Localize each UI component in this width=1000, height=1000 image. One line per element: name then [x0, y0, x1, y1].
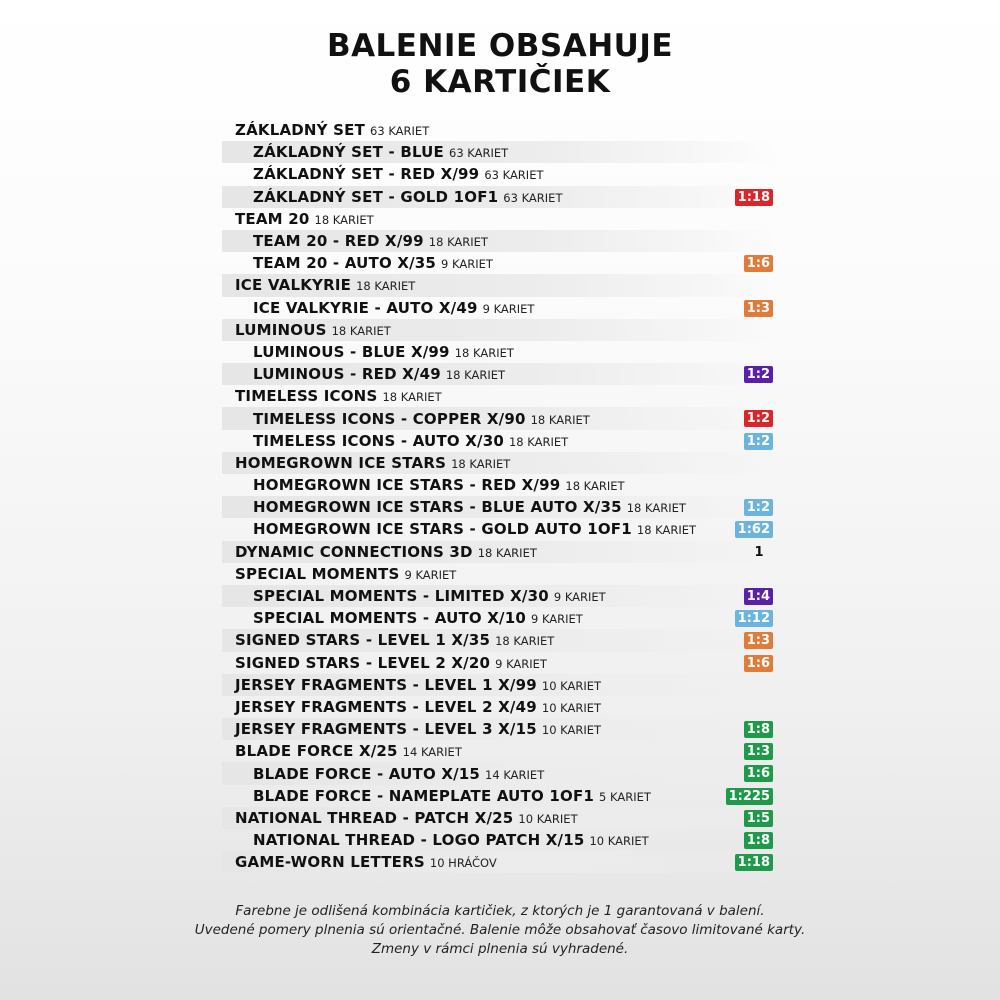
ratio-badge: 1:2: [744, 433, 773, 450]
list-item: [222, 652, 778, 674]
item-name: TIMELESS ICONS: [235, 387, 378, 406]
ratio-badge: 1:6: [744, 765, 773, 782]
item-count: 63 KARIET: [449, 146, 509, 161]
ratio-badge: 1:8: [744, 721, 773, 738]
item-count: 18 KARIET: [331, 323, 391, 338]
ratio-badge: 1:6: [744, 255, 773, 272]
list-item: [222, 829, 778, 851]
list-item: [222, 807, 778, 829]
item-count: 18 KARIET: [530, 412, 590, 427]
footnote-line-2: Uvedené pomery plnenia sú orientačné. Balenie môže obsahovať časovo limitované karty.: [194, 922, 806, 938]
item-count: 10 HRÁČOV: [429, 856, 497, 871]
item-count: 9 KARIET: [495, 656, 547, 671]
list-item: [222, 785, 778, 807]
title-line-2: 6 KARTIČIEK: [389, 64, 611, 100]
item-name: TEAM 20 - AUTO X/35: [253, 254, 437, 273]
list-item: [222, 186, 778, 208]
list-item: [222, 141, 778, 163]
item-count: 9 KARIET: [482, 301, 535, 316]
item-count: 18 KARIET: [454, 345, 514, 360]
item-count: 18 KARIET: [314, 212, 374, 227]
ratio-badge: 1:2: [744, 366, 773, 383]
item-count: 10 KARIET: [541, 723, 602, 738]
item-name: SIGNED STARS - LEVEL 2 X/20: [235, 653, 491, 672]
list-item: [222, 563, 778, 585]
item-name: JERSEY FRAGMENTS - LEVEL 2 X/49: [235, 697, 537, 716]
list-item: [222, 452, 778, 474]
footnote-line-3: Zmeny v rámci plnenia sú vyhradené.: [371, 941, 629, 957]
ratio-badge: 1:2: [744, 410, 773, 427]
item-name: BLADE FORCE - AUTO X/15: [253, 764, 481, 783]
list-item: [222, 230, 778, 252]
item-label: [222, 853, 497, 871]
ratio-badge: 1:3: [744, 743, 773, 760]
item-count: 18 KARIET: [445, 368, 506, 383]
item-name: JERSEY FRAGMENTS - LEVEL 3 X/15: [235, 720, 537, 739]
item-count: 63 KARIET: [484, 168, 544, 183]
item-name: ZÁKLADNÝ SET: [235, 121, 366, 140]
ratio-badge: 1:62: [735, 521, 773, 538]
item-label: [222, 742, 462, 760]
item-count: 18 KARIET: [382, 390, 442, 405]
ratio-badge: 1:4: [744, 588, 773, 605]
item-count: 63 KARIET: [370, 124, 430, 139]
item-name: ZÁKLADNÝ SET - RED X/99: [253, 165, 480, 184]
item-label: [222, 809, 578, 827]
item-name: HOMEGROWN ICE STARS - GOLD AUTO 1OF1: [253, 520, 632, 539]
item-name: NATIONAL THREAD - PATCH X/25: [235, 808, 514, 827]
item-label: [222, 299, 534, 317]
ratio-badge: 1:3: [744, 300, 773, 317]
item-count: 14 KARIET: [485, 767, 545, 782]
item-label: [222, 276, 415, 294]
list-item: [222, 341, 778, 363]
item-count: 18 KARIET: [477, 545, 537, 560]
item-name: SPECIAL MOMENTS - AUTO X/10: [253, 609, 526, 628]
item-count: 18 KARIET: [356, 279, 416, 294]
item-name: ZÁKLADNÝ SET - BLUE: [253, 143, 444, 162]
item-label: [222, 210, 374, 228]
item-name: DYNAMIC CONNECTIONS 3D: [235, 542, 473, 561]
list-item: [222, 430, 778, 452]
item-label: [222, 143, 508, 161]
list-item: [222, 496, 778, 518]
item-name: ICE VALKYRIE - AUTO X/49: [253, 298, 478, 317]
item-name: JERSEY FRAGMENTS - LEVEL 1 X/99: [235, 675, 537, 694]
list-item: [222, 297, 778, 319]
list-item: [222, 696, 778, 718]
item-label: [222, 188, 562, 206]
ratio-badge: 1:8: [744, 832, 773, 849]
item-count: 10 KARIET: [518, 811, 578, 826]
ratio-badge: 1: [754, 544, 764, 560]
list-item: [222, 208, 778, 230]
footnote: [0, 902, 1000, 959]
ratio-badge: 1:6: [744, 655, 773, 672]
item-count: 63 KARIET: [503, 190, 563, 205]
item-label: [222, 365, 505, 383]
list-item: [222, 474, 778, 496]
item-name: TEAM 20: [235, 209, 310, 228]
card-list: [222, 119, 778, 873]
ratio-badge: 1:12: [735, 610, 773, 627]
item-name: HOMEGROWN ICE STARS: [235, 453, 447, 472]
item-label: [222, 387, 442, 405]
list-item: [222, 319, 778, 341]
item-label: [222, 543, 537, 561]
list-item: [222, 252, 778, 274]
item-name: ICE VALKYRIE: [235, 276, 352, 295]
list-item: [222, 851, 778, 873]
item-name: SIGNED STARS - LEVEL 1 X/35: [235, 631, 491, 650]
item-count: 10 KARIET: [589, 834, 649, 849]
item-count: 9 KARIET: [441, 257, 493, 272]
item-count: 5 KARIET: [599, 789, 651, 804]
item-name: HOMEGROWN ICE STARS - BLUE AUTO X/35: [253, 498, 622, 517]
item-count: 18 KARIET: [636, 523, 697, 538]
item-count: 18 KARIET: [451, 456, 511, 471]
item-name: SPECIAL MOMENTS - LIMITED X/30: [253, 587, 549, 606]
item-count: 10 KARIET: [541, 700, 602, 715]
item-name: GAME-WORN LETTERS: [235, 853, 425, 872]
item-name: ZÁKLADNÝ SET - GOLD 1OF1: [253, 187, 499, 206]
item-label: [222, 165, 543, 183]
item-label: [222, 631, 554, 649]
item-label: [222, 232, 488, 250]
list-item: [222, 585, 778, 607]
list-item: [222, 363, 778, 385]
item-label: [222, 498, 686, 516]
item-name: LUMINOUS: [235, 320, 327, 339]
list-item: [222, 674, 778, 696]
item-name: TEAM 20 - RED X/99: [253, 232, 424, 251]
item-name: TIMELESS ICONS - AUTO X/30: [253, 431, 504, 450]
item-name: LUMINOUS - RED X/49: [253, 365, 441, 384]
item-count: 18 KARIET: [565, 479, 625, 494]
item-label: [222, 254, 493, 272]
list-item: [222, 274, 778, 296]
item-name: TIMELESS ICONS - COPPER X/90: [253, 409, 526, 428]
item-label: [222, 343, 514, 361]
item-label: [222, 609, 583, 627]
list-item: [222, 762, 778, 784]
item-label: [222, 565, 456, 583]
item-label: [222, 787, 651, 805]
item-label: [222, 321, 391, 339]
footnote-line-1: Farebne je odlišená kombinácia kartičiek, z ktorých je 1 garantovaná v balení.: [235, 903, 765, 919]
item-label: [222, 432, 568, 450]
item-count: 9 KARIET: [553, 590, 606, 605]
list-item: [222, 740, 778, 762]
ratio-badge: 1:2: [744, 499, 773, 516]
item-label: [222, 765, 544, 783]
item-count: 14 KARIET: [402, 745, 462, 760]
item-count: 9 KARIET: [404, 567, 457, 582]
ratio-badge: 1:18: [735, 854, 773, 871]
ratio-badge: 1:225: [726, 788, 773, 805]
list-item: [222, 119, 778, 141]
item-name: HOMEGROWN ICE STARS - RED X/99: [253, 476, 561, 495]
list-item: [222, 518, 778, 540]
item-name: BLADE FORCE - NAMEPLATE AUTO 1OF1: [253, 786, 595, 805]
item-label: [222, 454, 510, 472]
item-name: BLADE FORCE X/25: [235, 742, 398, 761]
item-count: 10 KARIET: [541, 678, 602, 693]
ratio-badge: 1:18: [735, 189, 773, 206]
item-label: [222, 587, 606, 605]
list-item: [222, 607, 778, 629]
list-item: [222, 407, 778, 429]
item-label: [222, 520, 696, 538]
title-line-1: BALENIE OBSAHUJE: [326, 28, 674, 64]
ratio-badge: 1:3: [744, 632, 773, 649]
list-item: [222, 718, 778, 740]
item-count: 18 KARIET: [428, 235, 488, 250]
page-title: [0, 28, 1000, 100]
list-item: [222, 163, 778, 185]
item-label: [222, 121, 429, 139]
list-item: [222, 629, 778, 651]
list-item: [222, 385, 778, 407]
item-label: [222, 720, 601, 738]
item-count: 9 KARIET: [530, 612, 583, 627]
item-count: 18 KARIET: [508, 434, 569, 449]
list-item: [222, 541, 778, 563]
item-count: 18 KARIET: [626, 501, 686, 516]
item-label: [222, 654, 547, 672]
item-label: [222, 476, 625, 494]
ratio-badge: 1:5: [744, 810, 773, 827]
item-label: [222, 410, 590, 428]
item-count: 18 KARIET: [495, 634, 555, 649]
item-name: NATIONAL THREAD - LOGO PATCH X/15: [253, 831, 585, 850]
item-name: SPECIAL MOMENTS: [235, 564, 400, 583]
item-label: [222, 676, 601, 694]
item-name: LUMINOUS - BLUE X/99: [253, 342, 450, 361]
item-label: [222, 831, 649, 849]
item-label: [222, 698, 601, 716]
